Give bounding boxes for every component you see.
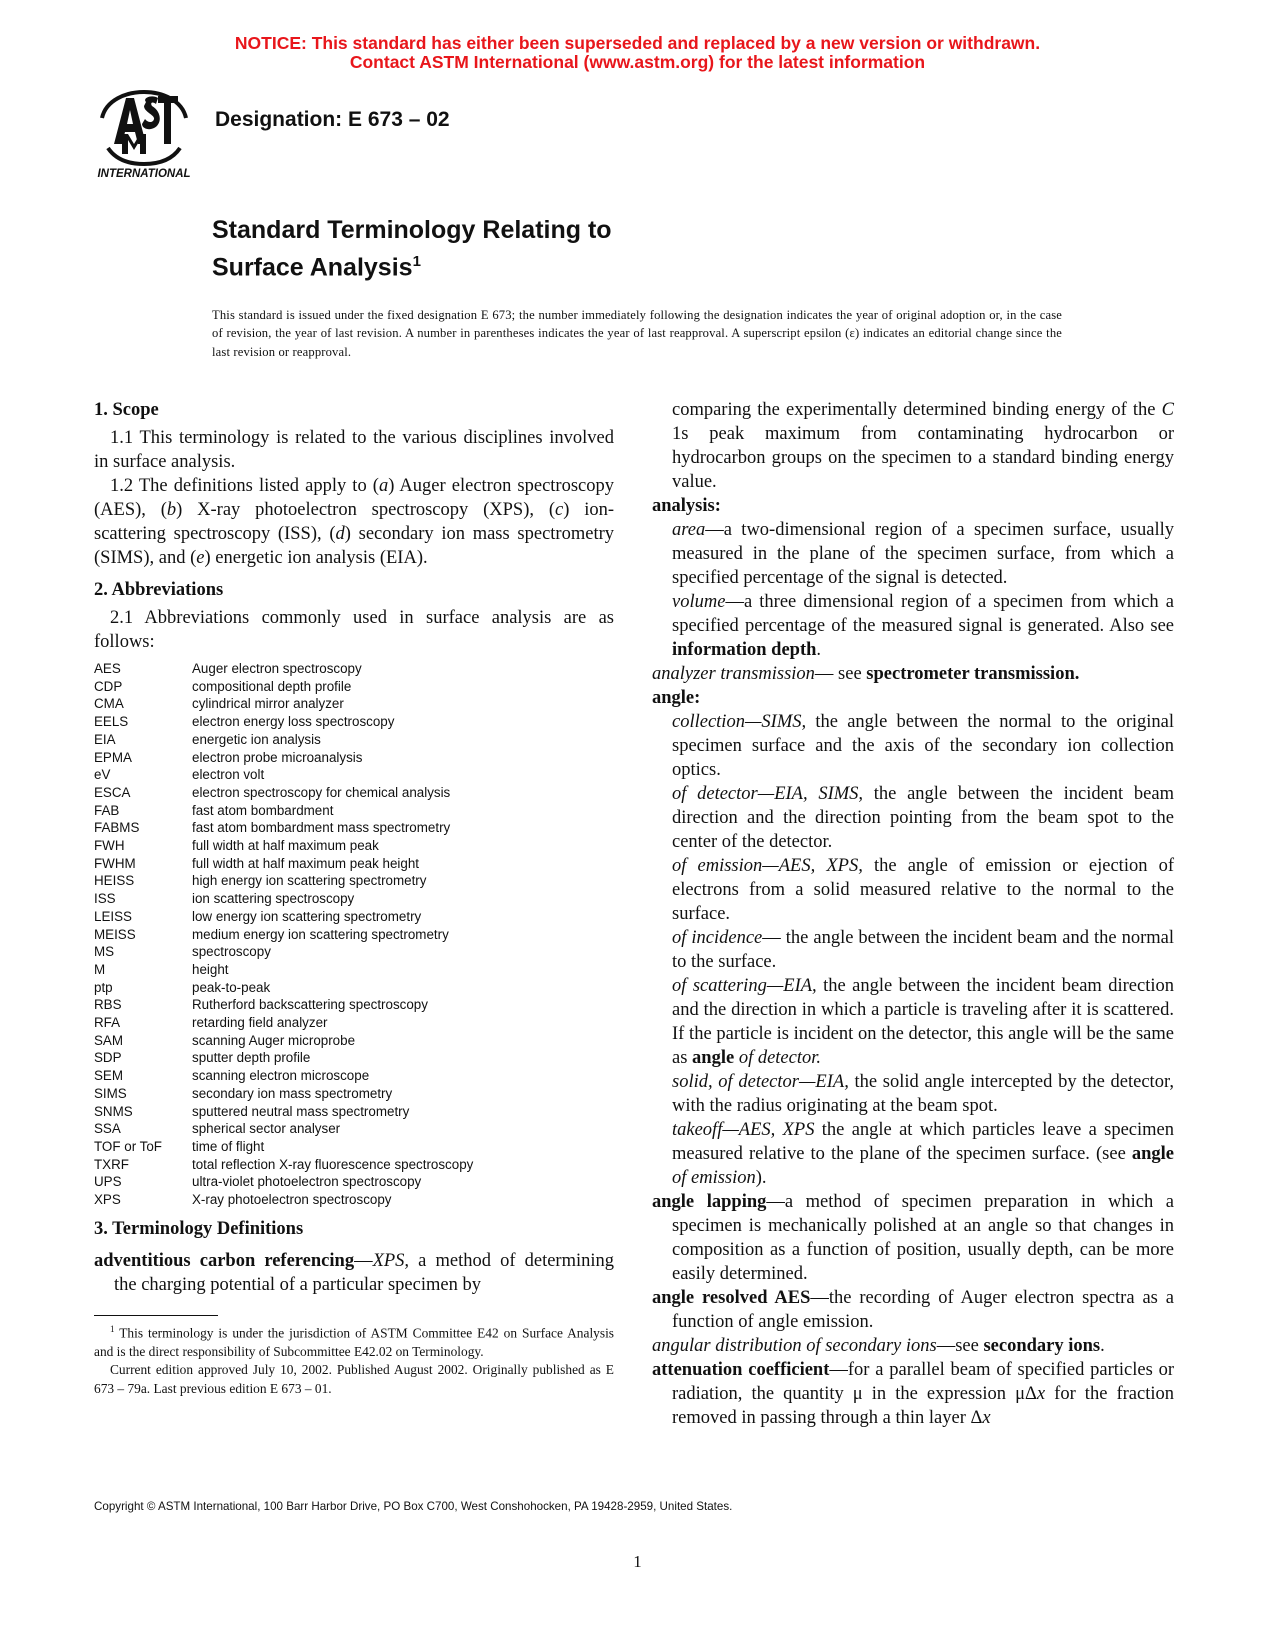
- terminology-heading: 3. Terminology Definitions: [94, 1218, 304, 1239]
- abbreviation-row: [94, 855, 473, 873]
- term-angle-resolved-aes: angle resolved AES—the recording of Auger electron spectra as a function of angle emission.: [652, 1288, 1174, 1332]
- abbreviation-code: TXRF: [94, 1156, 129, 1172]
- footnote-p2: Current edition approved July 10, 2002. Published August 2002. Originally published as E 673 – 79a. Last previous edition E 673 – 01.: [94, 1362, 614, 1396]
- abbreviation-row: [94, 943, 473, 961]
- abbreviation-row: [94, 961, 473, 979]
- abbreviations-intro: 2.1 Abbreviations commonly used in surface analysis are as follows:: [94, 608, 614, 652]
- abbreviation-code: UPS: [94, 1174, 122, 1190]
- abbreviation-row: [94, 996, 473, 1014]
- abbreviation-code: LEISS: [94, 908, 132, 924]
- abbreviation-code: FWHM: [94, 855, 136, 871]
- term-angle-incidence: of incidence— the angle between the incident beam and the normal to the surface.: [672, 928, 1174, 972]
- logo-caption: INTERNATIONAL: [97, 168, 191, 180]
- abbreviation-code: SIMS: [94, 1085, 127, 1101]
- title-footnote-mark: 1: [412, 253, 421, 270]
- abbreviation-row: [94, 802, 473, 820]
- abbreviation-meaning: fast atom bombardment mass spectrometry: [192, 820, 451, 836]
- abbreviation-meaning: sputter depth profile: [192, 1050, 311, 1066]
- abbreviation-row: [94, 678, 473, 696]
- abbreviation-meaning: fast atom bombardment: [192, 802, 334, 818]
- abbreviation-code: MS: [94, 944, 115, 960]
- abbreviation-code: SNMS: [94, 1103, 133, 1119]
- document-title: [212, 215, 612, 283]
- abbreviation-meaning: secondary ion mass spectrometry: [192, 1085, 393, 1101]
- abbreviation-row: [94, 731, 473, 749]
- abbreviation-row: [94, 1014, 473, 1032]
- term-analysis: analysis:: [652, 496, 721, 516]
- abbreviation-code: SAM: [94, 1032, 124, 1048]
- abbreviation-row: [94, 1191, 473, 1209]
- abbreviation-code: eV: [94, 767, 111, 783]
- abbreviation-meaning: spectroscopy: [192, 944, 271, 960]
- abbreviation-row: [94, 1085, 473, 1103]
- abbreviation-code: AES: [94, 661, 121, 676]
- abbreviation-code: SDP: [94, 1050, 122, 1066]
- abbreviation-row: [94, 1173, 473, 1191]
- abbreviation-code: TOF or ToF: [94, 1138, 162, 1154]
- designation: Designation: E 673 – 02: [215, 108, 450, 131]
- abbreviation-code: MEISS: [94, 926, 136, 942]
- term-adventitious-continued: comparing the experimentally determined binding energy of the C 1s peak maximum from contaminating hydrocarbon or hydrocarbon groups on the specimen to a standard binding energy value.: [672, 400, 1174, 492]
- astm-logo: [92, 88, 196, 180]
- abbreviation-row: [94, 1103, 473, 1121]
- abbreviation-meaning: time of flight: [192, 1138, 265, 1154]
- abbreviation-row: [94, 766, 473, 784]
- abbreviation-code: CMA: [94, 696, 124, 712]
- scope-p2: 1.2 The definitions listed apply to (a) Auger electron spectroscopy (AES), (b) X-ray photoelectron spectroscopy (XPS), (c) ion-scattering spectroscopy (ISS), (d) secondary ion mass spectrometry (SIMS), and (e) energetic ion analysis (EIA).: [94, 476, 614, 568]
- abbreviation-row: [94, 784, 473, 802]
- abbreviation-code: SEM: [94, 1068, 124, 1084]
- abbreviation-row: [94, 660, 473, 678]
- term-angle-emission: of emission—AES, XPS, the angle of emission or ejection of electrons from a solid measured relative to the normal to the surface.: [672, 856, 1175, 924]
- scope-p1: 1.1 This terminology is related to the various disciplines involved in surface analysis.: [94, 428, 614, 472]
- term-angular-distribution: angular distribution of secondary ions—see secondary ions.: [652, 1336, 1105, 1356]
- notice-banner: [0, 34, 1275, 72]
- abbreviation-code: FABMS: [94, 820, 140, 836]
- abbreviation-row: [94, 1156, 473, 1174]
- term-angle-scattering: of scattering—EIA, the angle between the incident beam direction and the direction in which a particle is traveling after it is scattered. If the particle is incident on the detector, this angle will be the same as angle of detector.: [672, 976, 1174, 1068]
- term-angle-takeoff: takeoff—AES, XPS the angle at which particles leave a specimen measured relative to the plane of the specimen surface. (see angle of emission).: [672, 1120, 1174, 1188]
- astm-logo-icon: [92, 88, 196, 180]
- abbreviation-meaning: height: [192, 961, 229, 977]
- left-column: [94, 398, 614, 1297]
- abbreviations-heading: 2. Abbreviations: [94, 580, 224, 600]
- abbreviation-meaning: ion scattering spectroscopy: [192, 891, 355, 907]
- term-adventitious-carbon: adventitious carbon referencing—XPS, a method of determining the charging potential of a particular specimen by: [94, 1250, 614, 1295]
- notice-line-2: Contact ASTM International (www.astm.org) for the latest information: [349, 52, 926, 72]
- abbreviation-code: ISS: [94, 891, 116, 907]
- title-line-1: Standard Terminology Relating to: [212, 216, 612, 244]
- abbreviation-code: EPMA: [94, 749, 132, 765]
- abbreviation-meaning: full width at half maximum peak: [192, 838, 379, 854]
- title-line-2: Surface Analysis$^1$: [212, 253, 421, 282]
- term-angle-collection: collection—SIMS, the angle between the normal to the original specimen surface and the axis of the secondary ion collection optics.: [672, 712, 1174, 780]
- footnote: [94, 1320, 614, 1398]
- abbreviation-meaning: spherical sector analyser: [192, 1121, 341, 1137]
- abbreviation-code: RFA: [94, 1015, 121, 1031]
- abbreviation-meaning: full width at half maximum peak height: [192, 855, 420, 871]
- abbreviation-code: RBS: [94, 997, 122, 1013]
- footnote-rule: [94, 1315, 218, 1316]
- abbreviation-meaning: retarding field analyzer: [192, 1015, 328, 1031]
- abbreviation-row: [94, 695, 473, 713]
- abbreviation-code: ptp: [94, 979, 113, 995]
- abbreviation-row: [94, 713, 473, 731]
- abbreviation-code: ESCA: [94, 784, 131, 800]
- abbreviation-code: SSA: [94, 1121, 121, 1137]
- abbreviation-meaning: electron volt: [192, 767, 265, 783]
- abbreviation-code: EIA: [94, 731, 116, 747]
- abbreviation-code: FWH: [94, 838, 125, 854]
- abbreviation-row: [94, 1032, 473, 1050]
- scope-heading: 1. Scope: [94, 400, 159, 420]
- abbreviation-meaning: electron energy loss spectroscopy: [192, 714, 395, 730]
- abbreviation-row: [94, 979, 473, 997]
- abbreviation-meaning: electron spectroscopy for chemical analysis: [192, 784, 451, 800]
- abbreviation-meaning: cylindrical mirror analyzer: [192, 696, 344, 712]
- abbreviation-meaning: peak-to-peak: [192, 979, 271, 995]
- abbreviation-row: [94, 1067, 473, 1085]
- term-angle-solid: solid, of detector—EIA, the solid angle intercepted by the detector, with the radius originating at the beam spot.: [672, 1072, 1174, 1116]
- abbreviation-meaning: scanning electron microscope: [192, 1068, 370, 1084]
- abbreviation-row: [94, 890, 473, 908]
- term-angle-lapping: angle lapping—a method of specimen preparation in which a specimen is mechanically polished at an angle so that changes in composition as a function of position, usually depth, can be more easily determined.: [652, 1192, 1174, 1284]
- footnote-p1: $^1$ This terminology is under the jurisdiction of ASTM Committee E42 on Surface Analysis and is the direct responsibility of Subcommittee E42.02 on Terminology.: [94, 1324, 614, 1359]
- abbreviation-meaning: energetic ion analysis: [192, 731, 321, 747]
- term-attenuation-coefficient: attenuation coefficient—for a parallel beam of specified particles or radiation, the quantity μ in the expression μΔx for the fraction removed in passing through a thin layer Δx: [652, 1360, 1174, 1428]
- abbreviation-row: [94, 749, 473, 767]
- abbreviation-row: [94, 819, 473, 837]
- abbreviation-meaning: medium energy ion scattering spectrometry: [192, 926, 449, 942]
- term-angle: angle:: [652, 688, 701, 708]
- abbreviation-meaning: low energy ion scattering spectrometry: [192, 908, 422, 924]
- term-analysis-area: area—a two-dimensional region of a specimen surface, usually measured in the plane of the specimen surface, from which a specified percentage of the signal is detected.: [672, 520, 1174, 588]
- abbreviation-row: [94, 1138, 473, 1156]
- intro-paragraph: This standard is issued under the fixed designation E 673; the number immediately following the designation indicates the year of original adoption or, in the case of revision, the year of last revision. A number in parentheses indicates the year of last reapproval. A superscript epsilon (ε) indicates an editorial change since the last revision or reapproval.: [212, 308, 1062, 359]
- abbreviation-meaning: compositional depth profile: [192, 678, 352, 694]
- abbreviation-meaning: scanning Auger microprobe: [192, 1032, 356, 1048]
- abbreviation-code: M: [94, 961, 106, 977]
- abbreviation-row: [94, 1049, 473, 1067]
- term-analyzer-transmission: analyzer transmission— see spectrometer transmission.: [652, 664, 1080, 684]
- term-analysis-volume: volume—a three dimensional region of a specimen from which a specified percentage of the measured signal is generated. Also see information depth.: [672, 592, 1174, 660]
- abbreviation-code: XPS: [94, 1192, 121, 1208]
- abbreviation-code: CDP: [94, 678, 123, 694]
- abbreviation-meaning: Auger electron spectroscopy: [192, 661, 362, 676]
- abbreviation-code: EELS: [94, 714, 129, 730]
- abbreviation-row: [94, 837, 473, 855]
- abbreviation-row: [94, 926, 473, 944]
- right-column: [652, 398, 1174, 1430]
- abbreviation-meaning: sputtered neutral mass spectrometry: [192, 1103, 410, 1119]
- notice-line-1: NOTICE: This standard has either been superseded and replaced by a new version or withdrawn.: [234, 33, 1041, 53]
- abbreviation-meaning: ultra-violet photoelectron spectroscopy: [192, 1174, 422, 1190]
- abbreviation-code: FAB: [94, 802, 120, 818]
- abbreviation-row: [94, 872, 473, 890]
- abbreviation-meaning: high energy ion scattering spectrometry: [192, 873, 427, 889]
- abbreviation-code: HEISS: [94, 873, 135, 889]
- abbreviations-table: [94, 660, 473, 1209]
- copyright: Copyright © ASTM International, 100 Barr Harbor Drive, PO Box C700, West Conshohocken, PA 19428-2959, United States.: [94, 1500, 733, 1513]
- abbreviation-meaning: Rutherford backscattering spectroscopy: [192, 997, 428, 1013]
- abbreviation-meaning: X-ray photoelectron spectroscopy: [192, 1192, 392, 1208]
- page-number: 1: [633, 1552, 642, 1571]
- abbreviation-meaning: electron probe microanalysis: [192, 749, 363, 765]
- abbreviation-row: [94, 1120, 473, 1138]
- abbreviation-meaning: total reflection X-ray fluorescence spectroscopy: [192, 1156, 474, 1172]
- term-angle-detector: of detector—EIA, SIMS, the angle between the incident beam direction and the direction pointing from the beam spot to the center of the detector.: [672, 784, 1174, 852]
- abbreviation-row: [94, 908, 473, 926]
